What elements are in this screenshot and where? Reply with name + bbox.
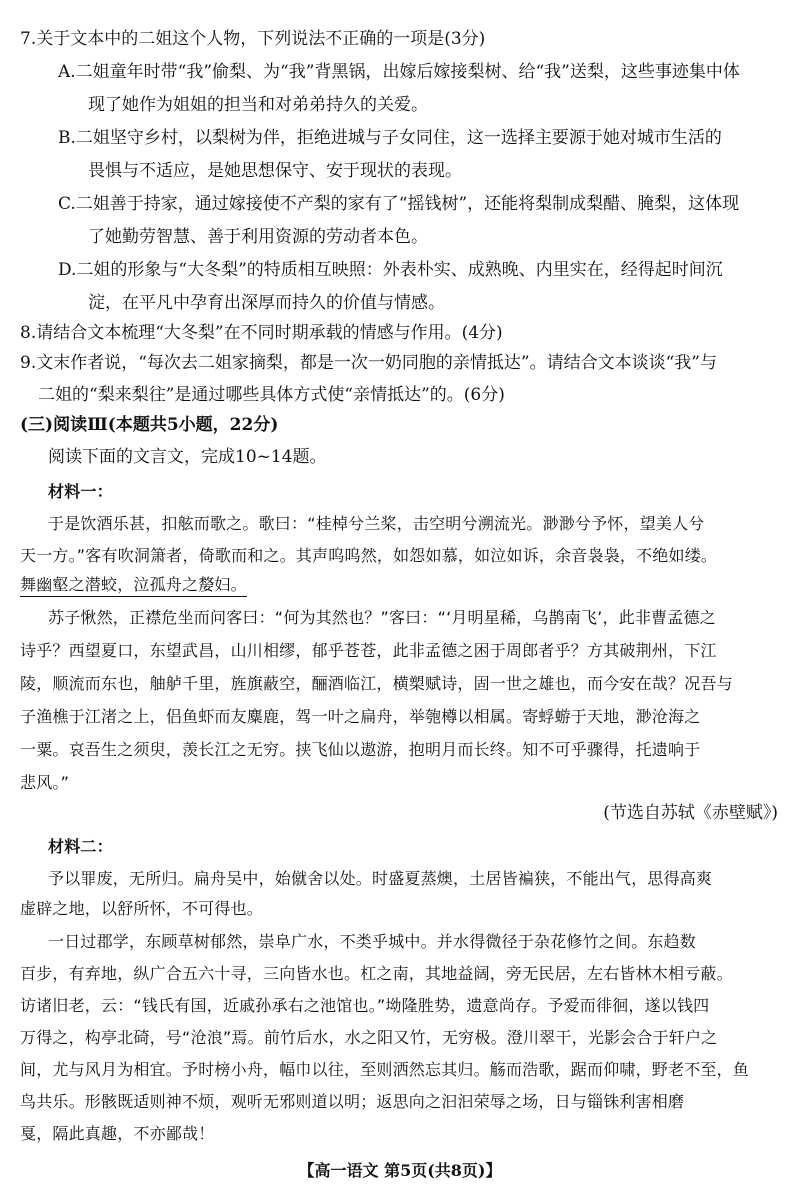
material2-p2-line4: 万得之，构亭北碕，号“沧浪”焉。前竹后水，水之阳又竹，无穷极。澄川翠干，光影会合于轩户之	[20, 1028, 718, 1047]
material1-p2-line5: 一粟。哀吾生之须臾，羡长江之无穷。挟飞仙以遨游，抱明月而长终。知不可乎骤得，托遗响于	[20, 740, 701, 759]
material1-p2-line2: 诗乎？西望夏口，东望武昌，山川相缪，郁乎苍苍，此非孟德之困于周郎者乎？方其破荆州，下江	[20, 641, 717, 660]
material2-p2-line1: 一日过郡学，东顾草树郁然，崇阜广水，不类乎城中。并水得微径于杂花修竹之间。东趋数	[48, 932, 697, 951]
q7-option-b-line1: B.二姐坚守乡村，以梨树为伴，拒绝进城与子女同住，这一选择主要源于她对城市生活的	[58, 128, 722, 148]
material2-p2-line6: 鸟共乐。形骸既适则神不烦，观听无邪则道以明；返思向之汩汩荣辱之场，日与锱铢利害相磨	[20, 1092, 685, 1111]
material2-p1-line1: 予以罪废，无所归。扁舟吴中，始僦舍以处。时盛夏蒸燠，土居皆褊狭，不能出气，思得高爽	[48, 869, 713, 888]
material1-p1-line2: 天一方。”客有吹洞箫者，倚歌而和之。其声呜呜然，如怨如慕，如泣如诉，余音袅袅，不绝如缕。	[20, 546, 718, 565]
q7-option-d-line1: D.二姐的形象与“大冬梨”的特质相互映照：外表朴实、成熟晚、内里实在，经得起时间沉	[58, 260, 723, 280]
q9-stem-line2: 二姐的“梨来梨往”是通过哪些具体方式使“亲情抵达”的。(6分)	[38, 385, 505, 405]
q7-option-c-line2: 了她勤劳智慧、善于利用资源的劳动者本色。	[88, 227, 428, 247]
material2-p2-line3: 访诸旧老，云：“钱氏有国，近戚孙承右之池馆也。”坳隆胜势，遗意尚存。予爱而徘徊，遂以钱四	[20, 996, 710, 1015]
material1-p2-line6: 悲风。”	[20, 773, 70, 792]
material2-p2-line7: 戛，隔此真趣，不亦鄙哉！	[20, 1124, 215, 1143]
material1-source: (节选自苏轼《赤壁赋》)	[603, 803, 778, 823]
material1-p1-line3-underlined: 舞幽壑之潜蛟，泣孤舟之嫠妇。	[20, 574, 247, 597]
material1-p2-line3: 陵，顺流而东也，舳舻千里，旌旗蔽空，酾酒临江，横槊赋诗，固一世之雄也，而今安在哉？况吾与	[20, 674, 733, 693]
material1-p1-line1: 于是饮酒乐甚，扣舷而歌之。歌曰：“桂棹兮兰桨，击空明兮溯流光。渺渺兮予怀，望美人兮	[48, 514, 705, 533]
material1-title: 材料一：	[48, 482, 113, 501]
material1-p2-line1: 苏子愀然，正襟危坐而问客曰：“何为其然也？”客曰：“‘月明星稀，乌鹊南飞’，此非曹孟德之	[48, 608, 716, 627]
section-heading: (三)阅读Ⅲ(本题共5小题，22分)	[20, 415, 279, 435]
q8-stem: 8.请结合文本梳理“大冬梨”在不同时期承载的情感与作用。(4分)	[20, 323, 503, 343]
q7-stem: 7.关于文本中的二姐这个人物，下列说法不正确的一项是(3分)	[20, 29, 486, 49]
material2-p2-line2: 百步，有弃地，纵广合五六十寻，三向皆水也。杠之南，其地益阔，旁无民居，左右皆林木相亏蔽。	[20, 964, 733, 983]
material2-title: 材料二：	[48, 837, 113, 856]
material1-p2-line4: 子渔樵于江渚之上，侣鱼虾而友麋鹿，驾一叶之扁舟，举匏樽以相属。寄蜉蝣于天地，渺沧海之	[20, 707, 701, 726]
page-footer: 【高一语文 第5页(共8页)】	[298, 1161, 502, 1180]
q7-option-a-line2: 现了她作为姐姐的担当和对弟弟持久的关爱。	[88, 95, 428, 115]
material2-p1-line2: 虚辟之地，以舒所怀，不可得也。	[20, 899, 264, 918]
q7-option-a-line1: A.二姐童年时带“我”偷梨、为“我”背黑锅，出嫁后嫁接梨树、给“我”送梨，这些事迹集中体	[58, 62, 740, 82]
q9-stem-line1: 9.文末作者说，“每次去二姐家摘梨，都是一次一奶同胞的亲情抵达”。请结合文本谈谈“我”与	[20, 353, 717, 373]
q7-option-b-line2: 畏惧与不适应，是她思想保守、安于现状的表现。	[88, 161, 462, 181]
q7-option-c-line1: C.二姐善于持家，通过嫁接使不产梨的家有了“摇钱树”，还能将梨制成梨醋、腌梨，这体现	[58, 194, 740, 214]
section-intro: 阅读下面的文言文，完成10~14题。	[48, 447, 327, 467]
material2-p2-line5: 间，尤与风月为相宜。予时榜小舟，幅巾以往，至则洒然忘其归。觞而浩歌，踞而仰啸，野老不至，鱼	[20, 1060, 750, 1079]
q7-option-d-line2: 淀，在平凡中孕育出深厚而持久的价值与情感。	[88, 293, 445, 313]
